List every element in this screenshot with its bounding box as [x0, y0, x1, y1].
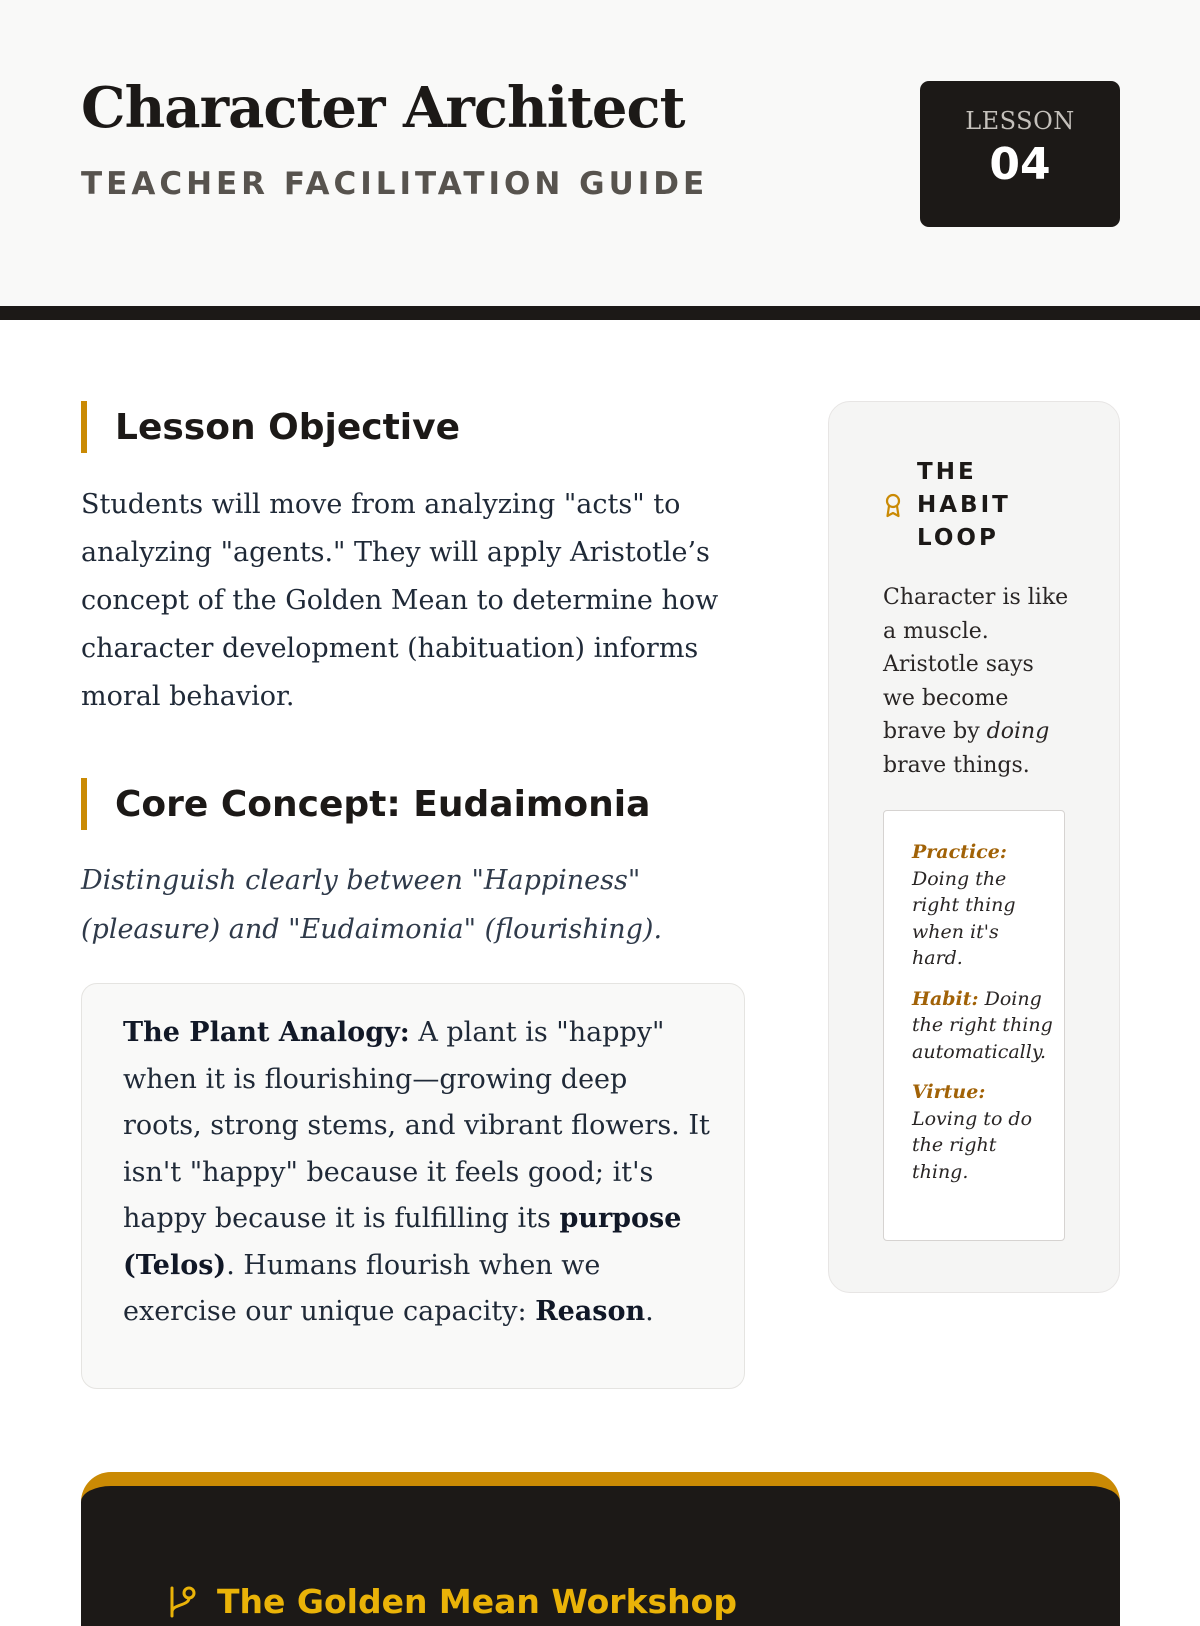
stage-term: Practice:	[912, 841, 1007, 863]
habit-loop-title: THE HABIT LOOP	[917, 459, 1011, 551]
lesson-label: LESSON	[965, 107, 1075, 135]
git-branch-icon	[163, 1584, 199, 1620]
habit-loop-text-1: Character is like a muscle. Aristotle says we become brave by	[883, 585, 1069, 744]
stage-desc: Doing the right thing when it's hard.	[912, 867, 1016, 969]
analogy-purpose: purpose (Telos)	[123, 1203, 682, 1281]
core-concept-intro: Distinguish clearly between "Happiness" (pleasure) and "Eudaimonia" (flourishing).	[81, 865, 663, 945]
objective-heading: Lesson Objective	[81, 401, 460, 453]
analogy-reason: Reason	[535, 1296, 646, 1327]
habit-loop-text	[883, 581, 1069, 782]
analogy-text-part-2: . Humans flourish when we exercise our unique capacity:	[123, 1249, 601, 1327]
stage-virtue	[912, 1079, 1054, 1185]
golden-mean-workshop	[81, 1472, 1120, 1626]
stage-term: Virtue:	[912, 1081, 986, 1103]
habit-loop-text-2: brave things.	[883, 752, 1030, 778]
stage-practice	[912, 839, 1054, 972]
stage-desc: Doing the right thing automatically.	[912, 987, 1053, 1063]
stage-desc: Loving to do the right thing.	[912, 1107, 1033, 1183]
habit-loop-sidebar	[828, 401, 1120, 1293]
plant-analogy-box	[81, 983, 745, 1389]
core-concept-heading: Core Concept: Eudaimonia	[81, 778, 650, 830]
plant-analogy-text	[123, 1010, 710, 1336]
lesson-badge	[920, 81, 1120, 227]
lesson-number: 04	[989, 139, 1051, 190]
page-subtitle: TEACHER FACILITATION GUIDE	[81, 166, 709, 202]
objective-text: Students will move from analyzing "acts" to analyzing "agents." They will apply Aristotle’s concept of the Golden Mean to determine how character development (habituation) informs moral behavior.	[81, 489, 719, 712]
page-header	[0, 0, 1200, 320]
workshop-header	[163, 1582, 737, 1621]
habit-loop-header	[883, 456, 1037, 555]
habit-loop-emphasis: doing	[986, 719, 1050, 744]
workshop-title: The Golden Mean Workshop	[217, 1582, 737, 1621]
stage-term: Habit:	[912, 987, 979, 1010]
analogy-text-part-1: A plant is "happy" when it is flourishing—growing deep roots, strong stems, and vibrant flowers. It isn't "happy" because it feels good; it's happy because it is fulfilling its	[123, 1017, 710, 1234]
page-title: Character Architect	[81, 75, 685, 141]
habit-stages-box	[883, 810, 1065, 1241]
analogy-label: The Plant Analogy:	[123, 1017, 410, 1048]
analogy-end: .	[645, 1296, 654, 1327]
award-icon	[883, 491, 903, 521]
stage-habit	[912, 986, 1054, 1066]
